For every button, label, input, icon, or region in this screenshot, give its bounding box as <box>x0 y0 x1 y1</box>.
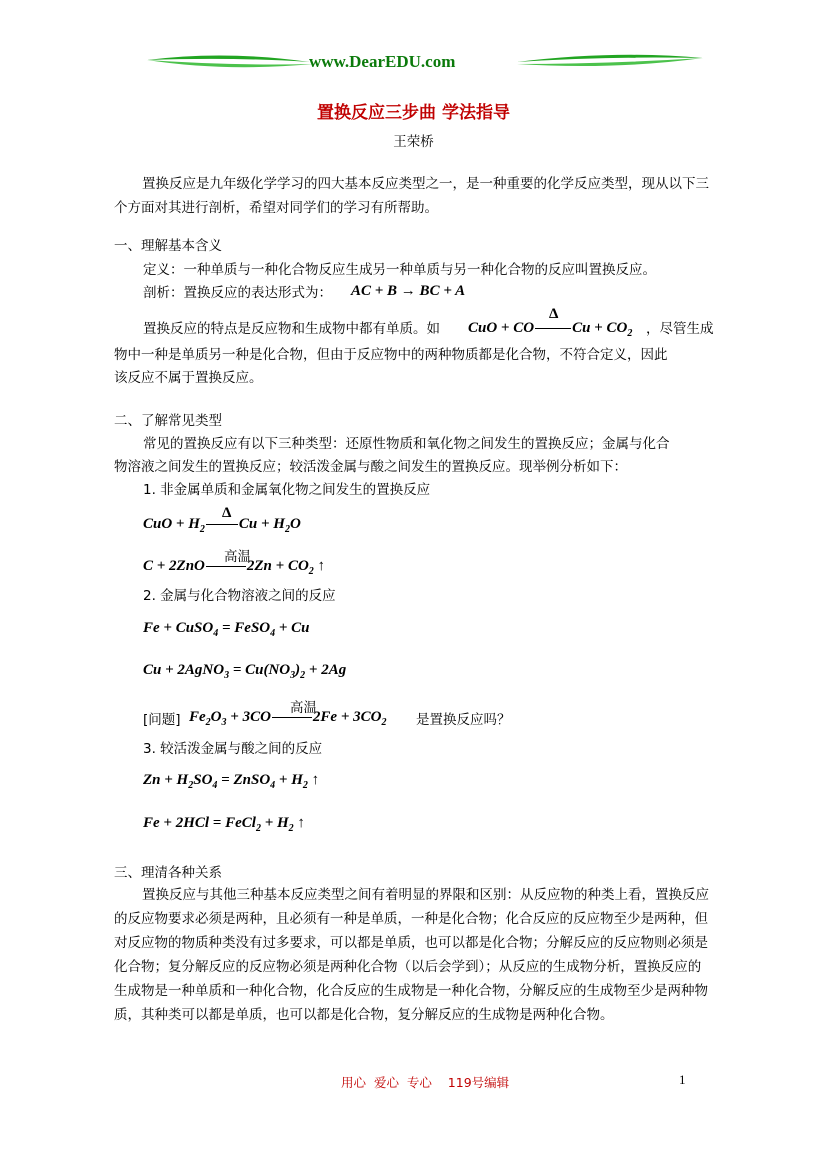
intro-paragraph: 置换反应是九年级化学学习的四大基本反应类型之一，是一种重要的化学反应类型，现从以下三个方面对其进行剖析，希望对同学们的学习有所帮助。 <box>114 176 709 216</box>
equation-zn-h2so4: $Zn + H_2SO_4$ = ZnSO$_4$ + $H_2$ ↑ <box>143 772 320 791</box>
page-number: 1 <box>679 1072 686 1087</box>
question-tail: 是置换反应吗？ <box>416 712 511 728</box>
section-2-heading: 二、了解常见类型 <box>114 413 222 429</box>
heat-condition-2: Δ <box>222 505 232 521</box>
equation-fe2o3-co: $Fe_2O_3 + 3CO$ $2Fe + 3CO_2$ <box>189 709 387 728</box>
footer-text: 用心 爱心 专心 119号编辑 <box>341 1075 510 1090</box>
question-label: [问题] <box>143 712 181 728</box>
relations-paragraph: 置换反应与其他三种基本反应类型之间有着明显的界限和区别：从反应物的种类上看，置换反应的反应物要求必须是两种，且必须有一种是单质，一种是化合物；化合反应的反应物至少是两种，但对反应物的物质种类没有过多要求，可以都是单质，也可以都是化合物；分解反应的反应物则必须是化合物；复分解反应的反应物必须是两种化合物（以后会学到）；从反应的生成物分析，置换反应的生成物是一种单质和一种化合物，化合反应的生成物是一种化合物，分解反应的生成物至少是两种物质，其种类可以都是单质，也可以都是化合物，复分解反应的生成物是两种化合物。 <box>114 887 709 1023</box>
header-logo[interactable]: www.DearEDU.com <box>309 52 456 71</box>
high-temp-condition-1: 高温 <box>224 549 251 565</box>
types-intro-1: 常见的置换反应有以下三种类型：还原性物质和氧化物之间发生的置换反应；金属与化合 <box>143 436 670 452</box>
equation-cuo-co: CuO + CO $Cu + CO_2$ <box>468 320 633 339</box>
type-1-heading: 1. 非金属单质和金属氧化物之间发生的置换反应 <box>143 482 431 498</box>
equation-fe-hcl: Fe + 2HCl = FeCl$_2$ + $H_2$ ↑ <box>143 815 305 834</box>
page-title: 置换反应三步曲 学法指导 <box>317 103 510 123</box>
feature-text-b: ，尽管生成 <box>646 321 714 337</box>
general-form-equation: AC + B → BC + A <box>351 283 466 299</box>
type-3-heading: 3. 较活泼金属与酸之间的反应 <box>143 741 323 757</box>
high-temp-condition-2: 高温 <box>290 700 317 716</box>
section-3-heading: 三、理清各种关系 <box>114 865 222 881</box>
section-1-heading: 一、理解基本含义 <box>114 238 222 254</box>
heat-condition-1: Δ <box>549 306 559 322</box>
equation-cuo-h2: CuO + $H_2$ $Cu + H_2O$ <box>143 516 301 535</box>
feature-text-a: 置换反应的特点是反应物和生成物中都有单质。如 <box>143 321 440 337</box>
feature-text-d: 该反应不属于置换反应。 <box>114 370 263 386</box>
types-intro-2: 物溶液之间发生的置换反应；较活泼金属与酸之间发生的置换反应。现举例分析如下： <box>114 459 627 475</box>
equation-fe-cuso4: Fe + CuSO$_4$ = FeSO$_4$ + Cu <box>143 620 310 639</box>
author: 王荣桥 <box>393 134 434 150</box>
analysis-label: 剖析：置换反应的表达形式为： <box>143 285 332 301</box>
feature-text-c: 物中一种是单质另一种是化合物，但由于反应物中的两种物质都是化合物，不符合定义，因此 <box>114 347 668 363</box>
type-2-heading: 2. 金属与化合物溶液之间的反应 <box>143 588 336 604</box>
equation-c-zno: C + 2ZnO $2Zn + CO_2$ ↑ <box>143 558 326 577</box>
equation-cu-agno3: Cu + 2AgNO$_3$ = $Cu(NO_3)_2 + 2Ag$ <box>143 662 347 681</box>
definition-text: 定义：一种单质与一种化合物反应生成另一种单质与另一种化合物的反应叫置换反应。 <box>143 262 656 278</box>
